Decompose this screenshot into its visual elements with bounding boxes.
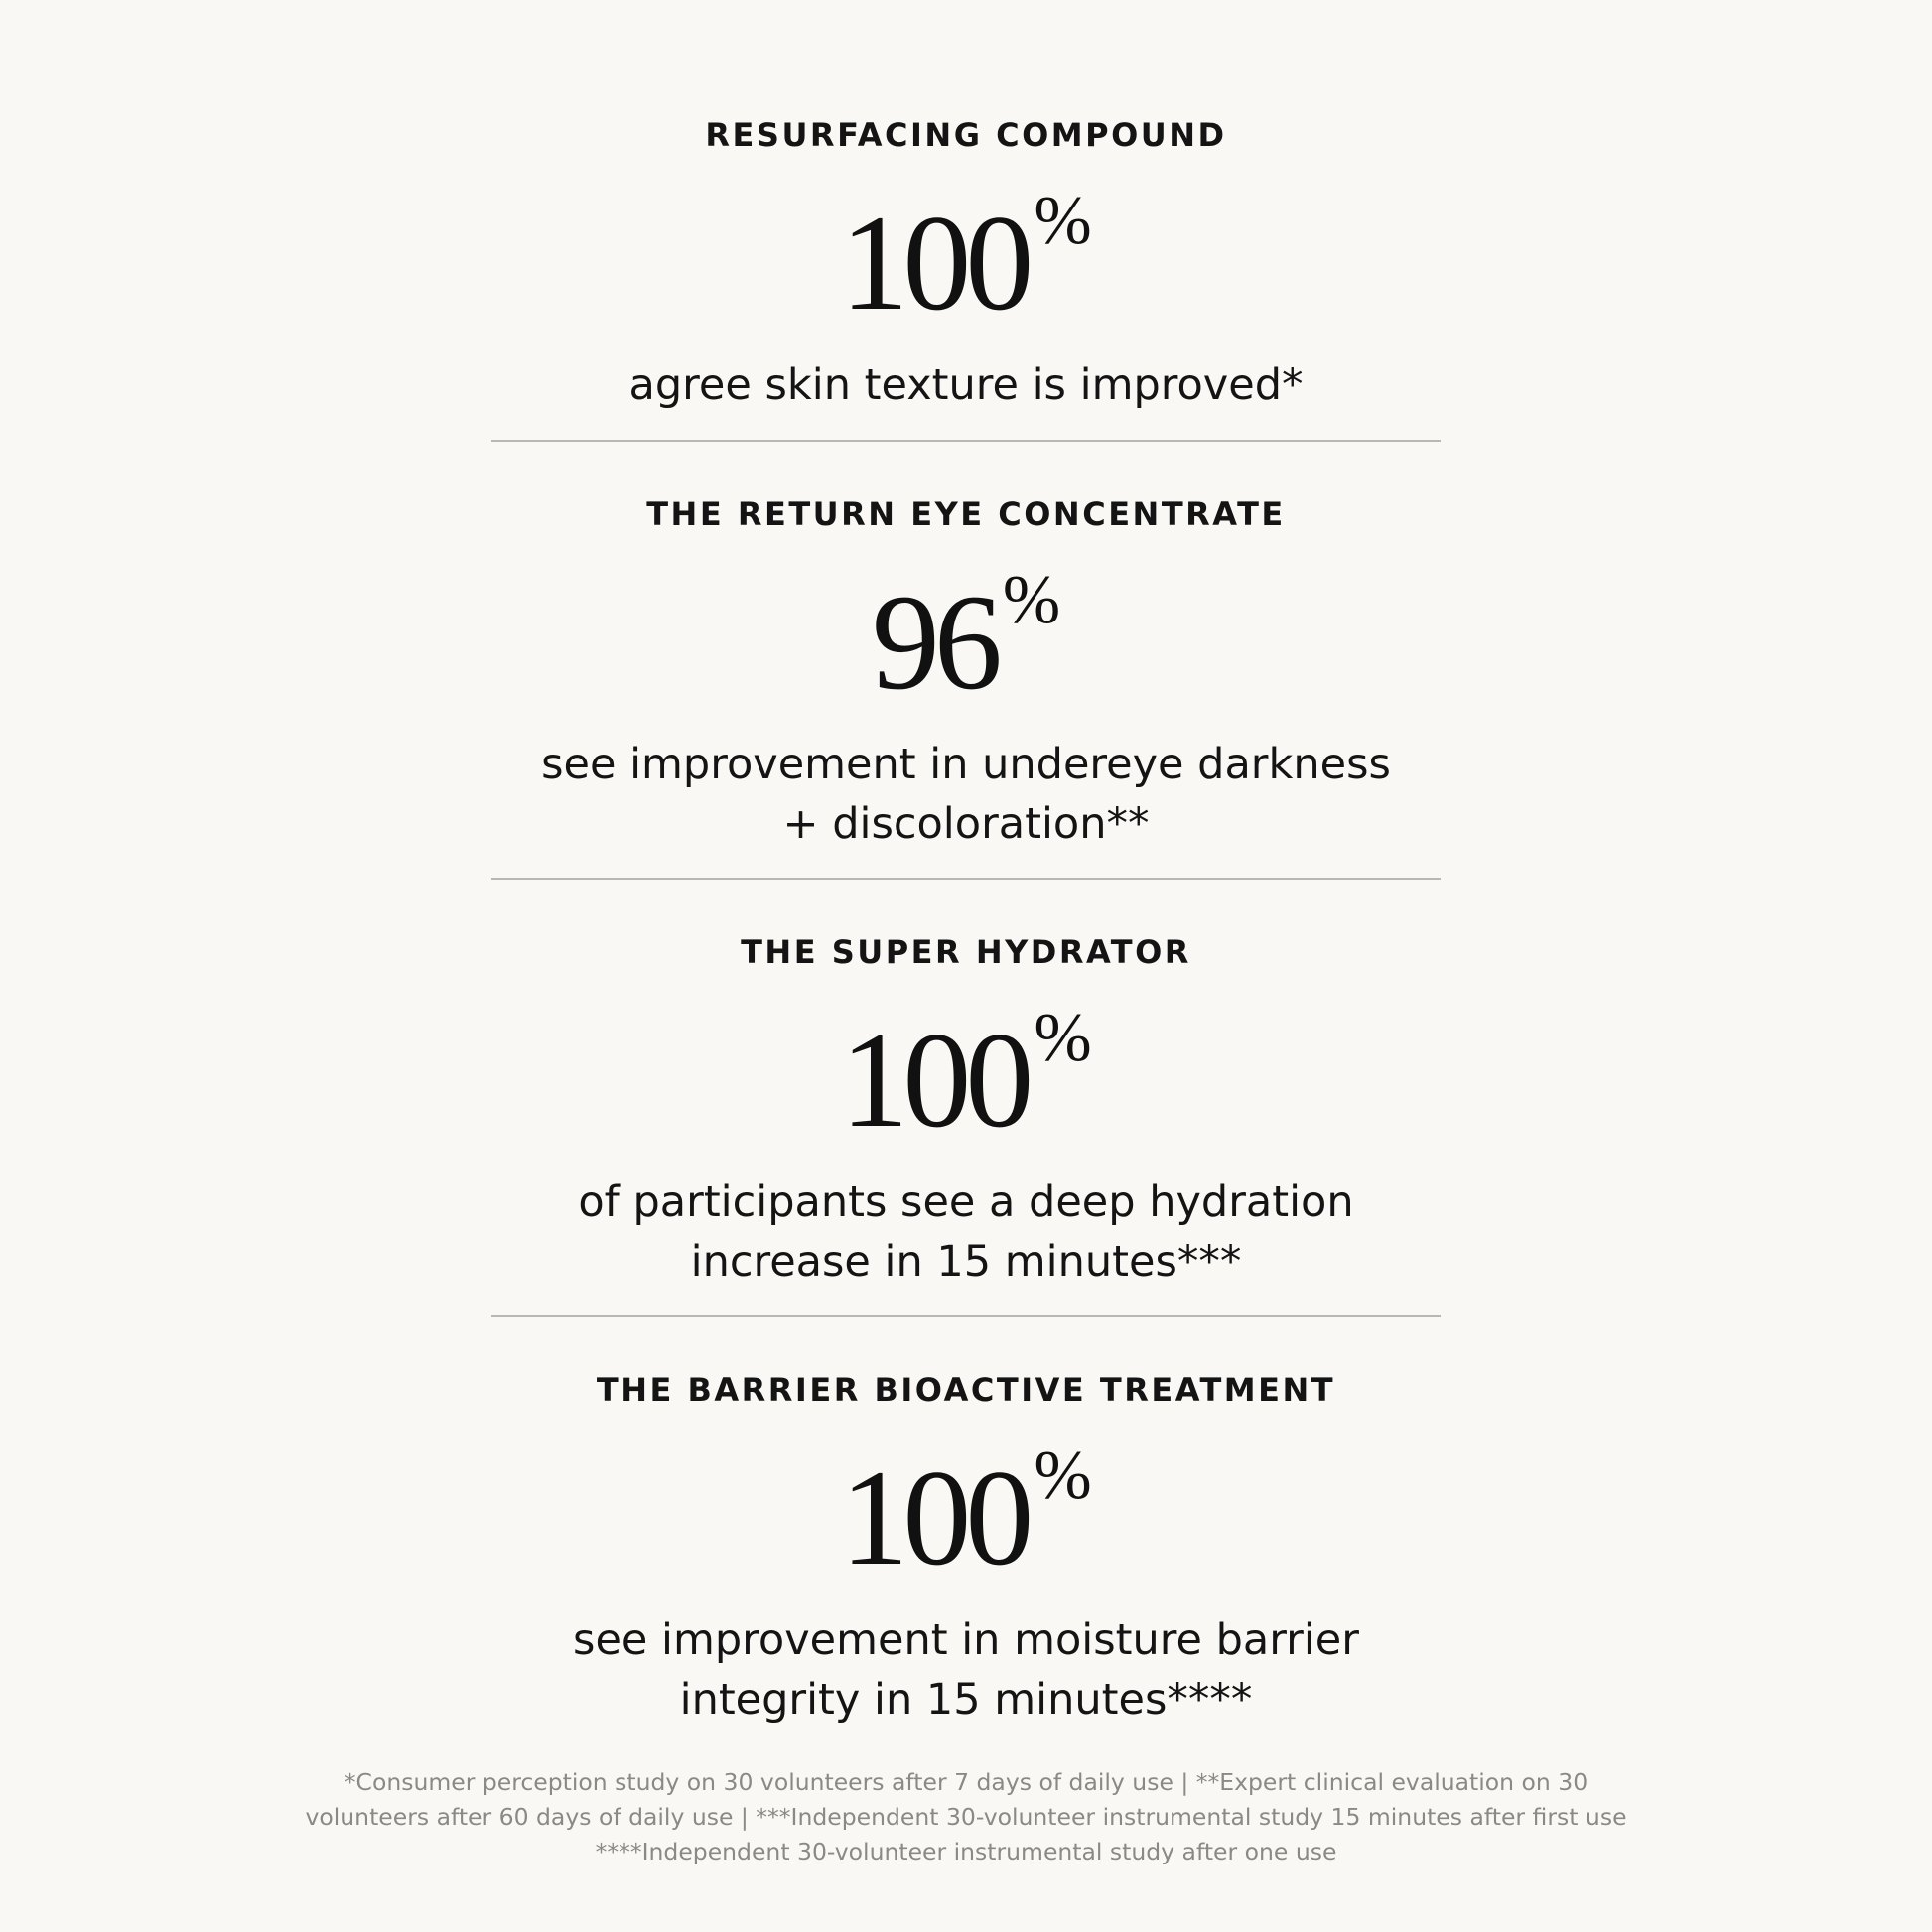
stat-value: 100 bbox=[840, 1004, 1029, 1156]
description-line: see improvement in moisture barrier bbox=[573, 1615, 1359, 1665]
divider bbox=[491, 1315, 1441, 1317]
stat-unit: % bbox=[1034, 183, 1092, 259]
stat-barrier-bioactive-treatment bbox=[0, 1371, 1932, 1729]
stat-description bbox=[470, 355, 1462, 415]
product-name: THE RETURN EYE CONCENTRATE bbox=[646, 495, 1286, 533]
stat-super-hydrator bbox=[0, 933, 1932, 1292]
stat-figure bbox=[0, 562, 1932, 718]
stat-description bbox=[470, 735, 1462, 854]
product-name: RESURFACING COMPOUND bbox=[705, 116, 1227, 154]
description-line: increase in 15 minutes*** bbox=[690, 1237, 1242, 1287]
stat-description bbox=[470, 1173, 1462, 1292]
description-line: see improvement in undereye darkness bbox=[541, 740, 1391, 789]
footnote-line: volunteers after 60 days of daily use | ***Independent 30-volunteer instrumental study 15 minutes after first use bbox=[305, 1803, 1627, 1831]
stat-unit: % bbox=[1034, 1438, 1092, 1514]
stat-value: 100 bbox=[840, 187, 1029, 339]
stat-figure bbox=[0, 183, 1932, 339]
description-line: + discoloration** bbox=[782, 799, 1150, 849]
description-line: of participants see a deep hydration bbox=[578, 1177, 1354, 1227]
stat-unit: % bbox=[1002, 562, 1061, 638]
stat-unit: % bbox=[1034, 1000, 1092, 1076]
description-line: agree skin texture is improved* bbox=[628, 360, 1304, 410]
product-name: THE BARRIER BIOACTIVE TREATMENT bbox=[596, 1371, 1336, 1409]
stat-value: 96 bbox=[871, 566, 997, 718]
stat-figure bbox=[0, 1000, 1932, 1156]
stat-resurfacing-compound bbox=[0, 116, 1932, 415]
stat-figure bbox=[0, 1438, 1932, 1593]
divider bbox=[491, 440, 1441, 442]
footnote-line: *Consumer perception study on 30 volunteers after 7 days of daily use | **Expert clinical evaluation on 30 bbox=[344, 1768, 1588, 1796]
divider bbox=[491, 878, 1441, 880]
stat-description bbox=[470, 1610, 1462, 1729]
footnotes bbox=[0, 1765, 1932, 1869]
stat-value: 100 bbox=[840, 1442, 1029, 1593]
product-name: THE SUPER HYDRATOR bbox=[741, 933, 1191, 971]
description-line: integrity in 15 minutes**** bbox=[679, 1675, 1253, 1725]
footnote-line: ****Independent 30-volunteer instrumental study after one use bbox=[595, 1838, 1337, 1865]
stat-return-eye-concentrate bbox=[0, 495, 1932, 854]
